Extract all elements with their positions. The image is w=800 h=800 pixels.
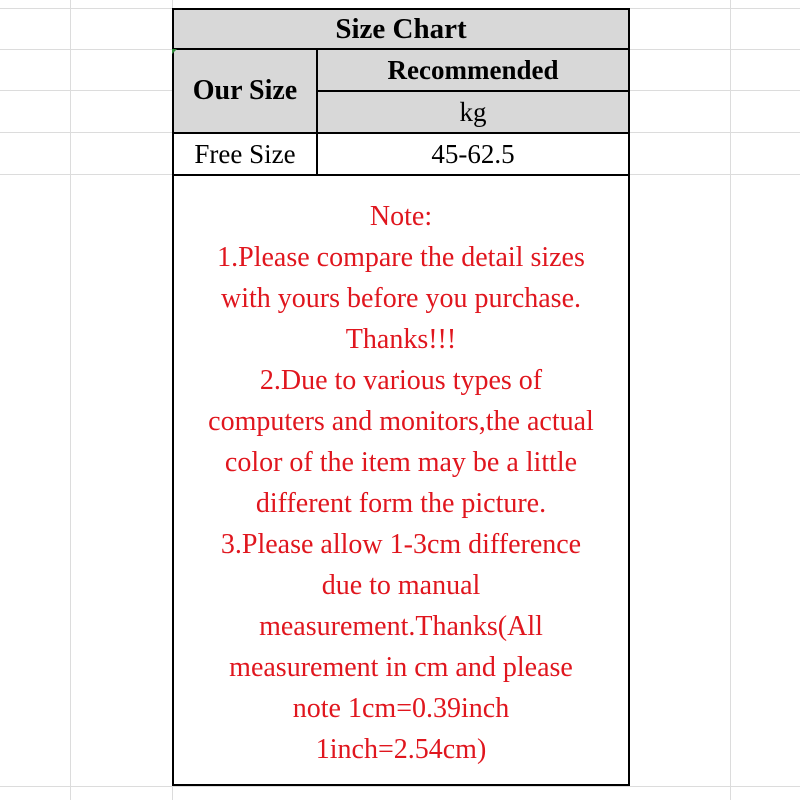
note-line: due to manual: [321, 570, 481, 601]
note-text: [174, 196, 628, 770]
note-line: 1.Please compare the detail sizes: [217, 242, 585, 273]
grid-line: [0, 786, 800, 787]
note-line: 3.Please allow 1-3cm difference: [220, 529, 582, 560]
unit-header: kg: [318, 92, 628, 134]
grid-line: [70, 0, 71, 800]
note-line: with yours before you purchase.: [220, 283, 581, 314]
note-heading: Note:: [369, 201, 433, 232]
our-size-header: Our Size: [174, 50, 318, 134]
note-line: computers and monitors,the actual: [208, 406, 594, 437]
weight-range-cell: 45-62.5: [318, 134, 628, 176]
note-line: 1inch=2.54cm): [315, 734, 487, 765]
recommended-header: Recommended: [318, 50, 628, 92]
note-line: note 1cm=0.39inch: [292, 693, 510, 724]
note-line: color of the item may be a little: [224, 447, 578, 478]
size-cell: Free Size: [174, 134, 318, 176]
note-line: 2.Due to various types of: [259, 365, 543, 396]
grid-line: [730, 0, 731, 800]
note-line: measurement.Thanks(All: [259, 611, 543, 642]
cell-marker-icon: [172, 49, 177, 54]
note-line: measurement in cm and please: [229, 652, 573, 683]
note-line: different form the picture.: [255, 488, 547, 519]
note-line: Thanks!!!: [345, 324, 457, 355]
size-chart-table: [172, 8, 630, 786]
chart-title: Size Chart: [174, 10, 628, 50]
